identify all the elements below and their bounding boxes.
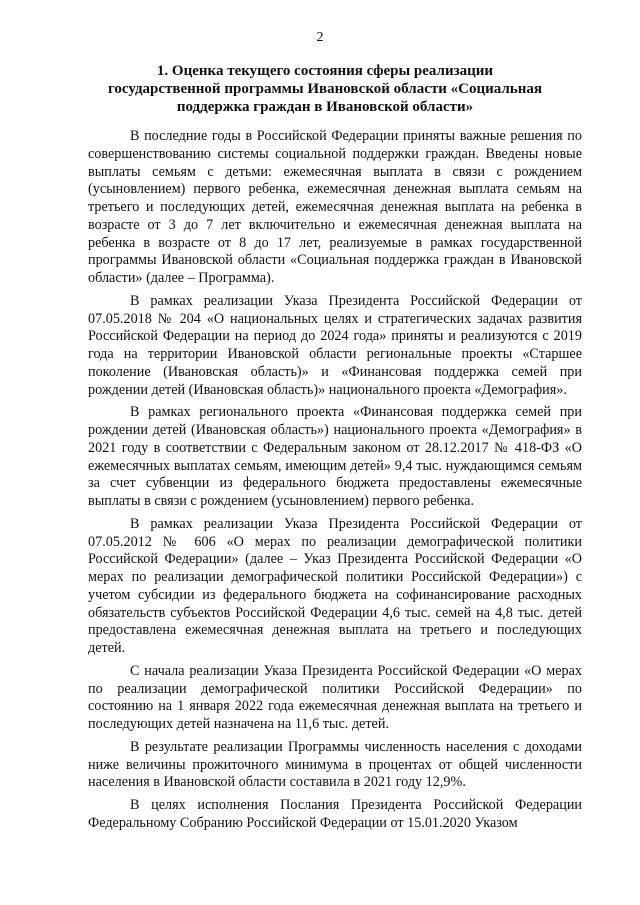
paragraph: С начала реализации Указа Президента Российской Федерации «О мерах по реализации демографической политики Российской Федерации» по состоянию на 1 января 2022 года ежемесячная денежная выплата на третьего и последующих детей назначена на 11,6 тыс. детей. bbox=[88, 662, 582, 732]
page-number: 2 bbox=[316, 30, 324, 45]
paragraph: В целях исполнения Послания Президента Российской Федерации Федеральному Собранию Российской Федерации от 15.01.2020 Указом bbox=[88, 797, 582, 831]
document-body bbox=[88, 128, 582, 838]
paragraph: В последние годы в Российской Федерации приняты важные решения по совершенствованию системы социальной поддержки граждан. Введены новые выплаты семьям с детьми: ежемесячная выплата в связи с рождением (усыновлением) первого ребенка, ежемесячная денежная выплата семьям на третьего и последующих детей, ежемесячная денежная выплата на ребенка в возрасте от 3 до 7 лет включительно и ежемесячная денежная выплата на ребенка в возрасте от 8 до 17 лет, реализуемые в рамках государственной программы Ивановской области «Социальная поддержка граждан в Ивановской области» (далее – Программа). bbox=[88, 128, 582, 286]
paragraph: В результате реализации Программы численность населения с доходами ниже величины прожиточного минимума в процентах от общей численности населения в Ивановской области составила в 2021 году 12,9%. bbox=[88, 738, 582, 791]
paragraph: В рамках регионального проекта «Финансовая поддержка семей при рождении детей (Ивановская область») национального проекта «Демография» в 2021 году в соответствии с Федеральным законом от 28.12.2017 № 418-ФЗ «О ежемесячных выплатах семьям, имеющим детей» 9,4 тыс. нуждающимся семьям за счет субвенции из федерального бюджета предоставлены ежемесячные выплаты в связи с рождением (усыновлением) первого ребенка. bbox=[88, 404, 582, 509]
paragraph: В рамках реализации Указа Президента Российской Федерации от 07.05.2018 № 204 «О национальных целях и стратегических задачах развития Российской Федерации на период до 2024 года» приняты и реализуются с 2019 года на территории Ивановской области региональные проекты «Старшее поколение (Ивановская область)» и «Финансовая поддержка семей при рождении детей (Ивановская область)» национального проекта «Демография». bbox=[88, 292, 582, 398]
section-title: 1. Оценка текущего состояния сферы реализации государственной программы Ивановской области «Социальная поддержка граждан в Ивановской области» bbox=[107, 63, 542, 115]
paragraph: В рамках реализации Указа Президента Российской Федерации от 07.05.2012 № 606 «О мерах по реализации демографической политики Российской Федерации» (далее – Указ Президента Российской Федерации «О мерах по реализации демографической политики Российской Федерации») с учетом субсидии из федерального бюджета на софинансирование расходных обязательств субъектов Российской Федерации 4,6 тыс. семей на 4,8 тыс. детей предоставлена ежемесячная денежная выплата на третьего и последующих детей. bbox=[88, 515, 582, 656]
